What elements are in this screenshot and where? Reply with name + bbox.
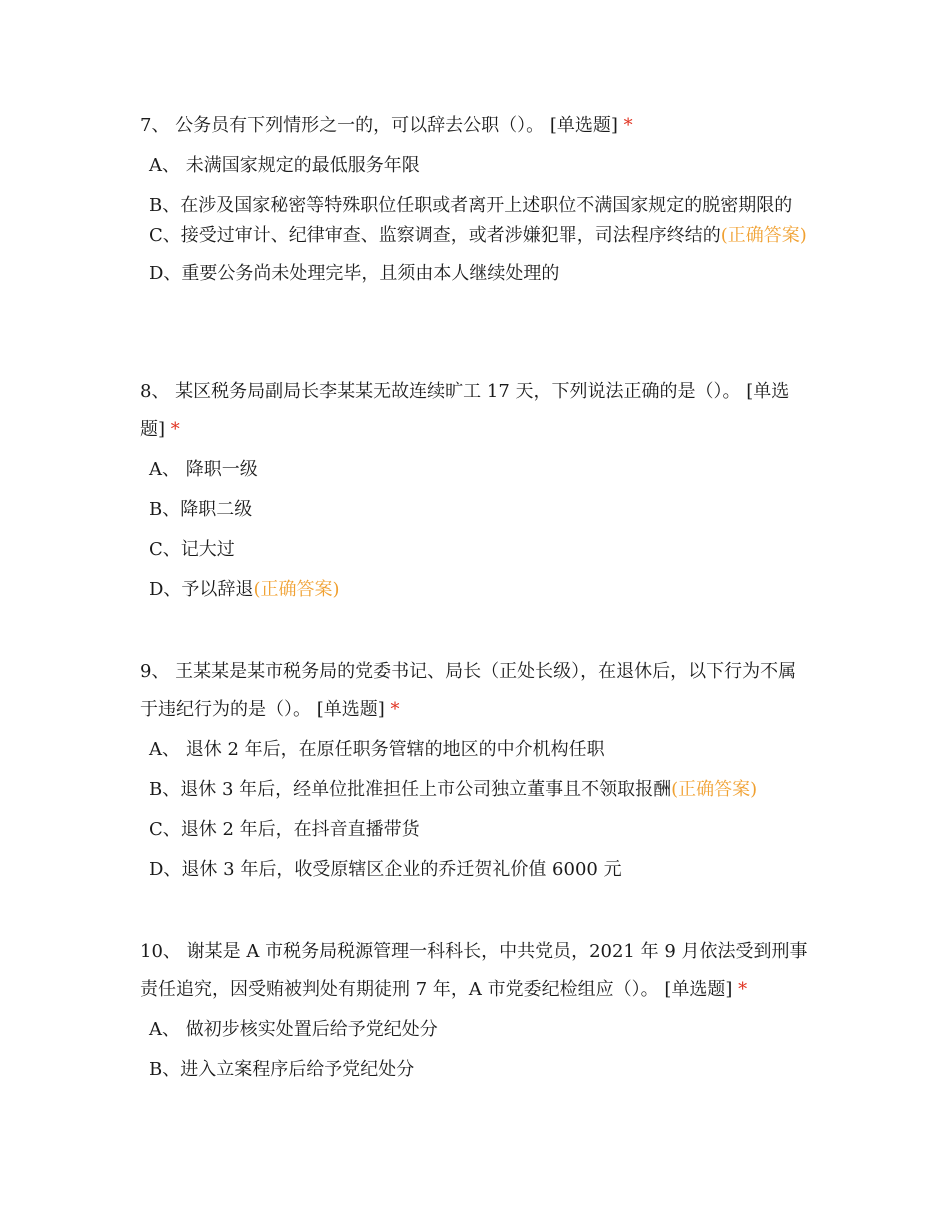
option-text: C、退休 2 年后，在抖音直播带货: [149, 819, 420, 840]
question-title: [140, 653, 810, 729]
option-c[interactable]: [149, 537, 810, 563]
question-title: [140, 373, 810, 449]
question-title: [140, 933, 810, 1009]
option-b[interactable]: [149, 1057, 810, 1083]
option-text: C、接受过审计、纪律审查、监察调查，或者涉嫌犯罪，司法程序终结的: [149, 225, 721, 246]
option-b[interactable]: [149, 777, 810, 803]
correct-answer-label: (正确答案): [671, 779, 758, 800]
option-text: C、记大过: [149, 539, 235, 560]
option-c[interactable]: [149, 817, 810, 843]
option-c[interactable]: [149, 223, 810, 249]
option-list: [140, 457, 810, 603]
correct-answer-label: (正确答案): [720, 225, 807, 246]
correct-answer-label: (正确答案): [253, 579, 340, 600]
option-text: B、在涉及国家秘密等特殊职位任职或者离开上述职位不满国家规定的脱密期限的: [149, 195, 793, 216]
question-9: [140, 653, 810, 897]
required-asterisk: *: [390, 699, 400, 720]
option-a[interactable]: [149, 737, 810, 763]
option-text: A、 降职一级: [149, 459, 258, 480]
question-10: [140, 933, 810, 1097]
option-list: [140, 1017, 810, 1083]
option-text: D、重要公务尚未处理完毕，且须由本人继续处理的: [149, 263, 560, 284]
required-asterisk: *: [738, 979, 748, 1000]
question-7: [140, 107, 810, 301]
option-a[interactable]: [149, 457, 810, 483]
option-list: [140, 737, 810, 883]
required-asterisk: *: [623, 115, 633, 136]
option-text: A、 退休 2 年后，在原任职务管辖的地区的中介机构任职: [149, 739, 605, 760]
option-text: A、 做初步核实处置后给予党纪处分: [149, 1019, 438, 1040]
option-d[interactable]: [149, 261, 810, 287]
option-text: D、退休 3 年后，收受原辖区企业的乔迁贺礼价值 6000 元: [149, 859, 622, 880]
required-asterisk: *: [170, 419, 180, 440]
option-d[interactable]: [149, 577, 810, 603]
question-8: [140, 373, 810, 617]
option-text: A、 未满国家规定的最低服务年限: [149, 155, 420, 176]
question-text: 10、 谢某是 A 市税务局税源管理一科科长，中共党员，2021 年 9 月依法受到刑事责任追究，因受贿被判处有期徒刑 7 年，A 市党委纪检组应（）。 [单选题]: [140, 941, 808, 1000]
option-b[interactable]: [149, 497, 810, 523]
option-list: [140, 153, 810, 287]
option-text: B、退休 3 年后，经单位批准担任上市公司独立董事且不领取报酬: [149, 779, 672, 800]
option-d[interactable]: [149, 857, 810, 883]
option-b[interactable]: [149, 193, 810, 219]
question-text: 7、 公务员有下列情形之一的，可以辞去公职（）。 [单选题]: [140, 115, 624, 136]
option-text: D、予以辞退: [149, 579, 254, 600]
option-a[interactable]: [149, 1017, 810, 1043]
question-text: 9、 王某某是某市税务局的党委书记、局长（正处长级），在退休后，以下行为不属于违纪行为的是（）。 [单选题]: [140, 661, 797, 720]
option-a[interactable]: [149, 153, 810, 179]
option-text: B、进入立案程序后给予党纪处分: [149, 1059, 415, 1080]
question-text: 8、 某区税务局副局长李某某无故连续旷工 17 天，下列说法正确的是（）。 [单选题]: [140, 381, 790, 440]
option-text: B、降职二级: [149, 499, 253, 520]
question-title: [140, 107, 810, 145]
